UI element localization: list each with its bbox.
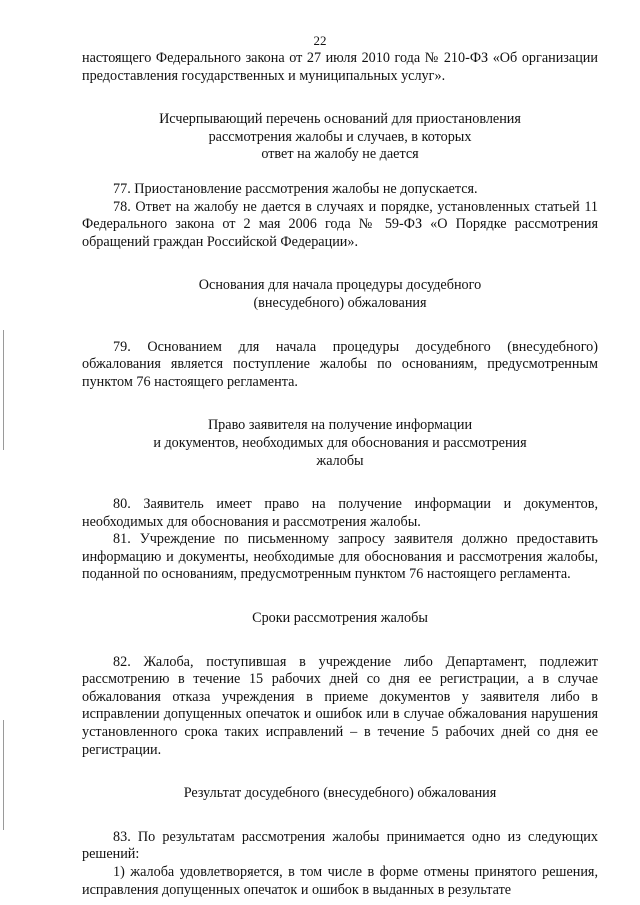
section-heading-grounds [82,277,598,312]
paragraph-83-item-1: 1) жалоба удовлетворяется, в том числе в форме отмены принятого решения, исправления допущенных опечаток и ошибок в выданных в результате [82,864,598,898]
section-heading-suspension [82,111,598,164]
paragraph-82: 82. Жалоба, поступившая в учреждение либо Департамент, подлежит рассмотрению в течение 15 рабочих дней со дня ее регистрации, а в случае обжалования отказа учреждения в приеме документов у заявителя либо в исправлении допущенных опечаток и ошибок или в случае обжалования нарушения установленного срока таких исправлений – в течение 5 рабочих дней со дня ее регистрации. [82,653,598,758]
paragraph-78: 78. Ответ на жалобу не дается в случаях и порядке, установленных статьей 11 Федерального закона от 2 мая 2006 года № 59-ФЗ «О Порядке рассмотрения обращений граждан Российской Федерации». [82,198,598,250]
heading-line: рассмотрения жалобы и случаев, в которых [208,128,472,145]
heading-line: Право заявителя на получение информации [207,417,473,434]
section-heading-right-to-information [82,417,598,470]
paragraph-continuation: настоящего Федерального закона от 27 июля 2010 года № 210-ФЗ «Об организации предоставления государственных и муниципальных услуг». [82,50,598,84]
scan-edge-mark [3,720,4,830]
document-body [82,50,598,899]
heading-line: Результат досудебного (внесудебного) обжалования [183,785,497,802]
heading-line: Исчерпывающий перечень оснований для приостановления [159,111,521,128]
heading-line: Основания для начала процедуры досудебного [198,277,482,294]
paragraph-81: 81. Учреждение по письменному запросу заявителя должно предоставить информацию и документы, необходимые для обоснования и рассмотрения жалобы, поданной по основаниям, предусмотренным пунктом 76 настоящего регламента. [82,531,598,583]
section-heading-result [82,785,598,803]
paragraph-80: 80. Заявитель имеет право на получение информации и документов, необходимых для обоснования и рассмотрения жалобы. [82,496,598,530]
paragraph-83: 83. По результатам рассмотрения жалобы принимается одно из следующих решений: [82,828,598,863]
heading-line: Сроки рассмотрения жалобы [252,610,428,627]
heading-line: ответ на жалобу не дается [261,146,419,163]
page-number: 22 [313,33,327,48]
paragraph-77: 77. Приостановление рассмотрения жалобы не допускается. [113,180,478,197]
heading-line: и документов, необходимых для обоснования и рассмотрения [153,434,527,451]
heading-line: (внесудебного) обжалования [253,294,427,311]
paragraph-79: 79. Основанием для начала процедуры досудебного (внесудебного) обжалования является поступление жалобы по основаниям, предусмотренным пунктом 76 настоящего регламента. [82,338,598,390]
heading-line: жалобы [316,452,364,469]
section-heading-terms [82,610,598,628]
scan-edge-mark [3,330,4,450]
